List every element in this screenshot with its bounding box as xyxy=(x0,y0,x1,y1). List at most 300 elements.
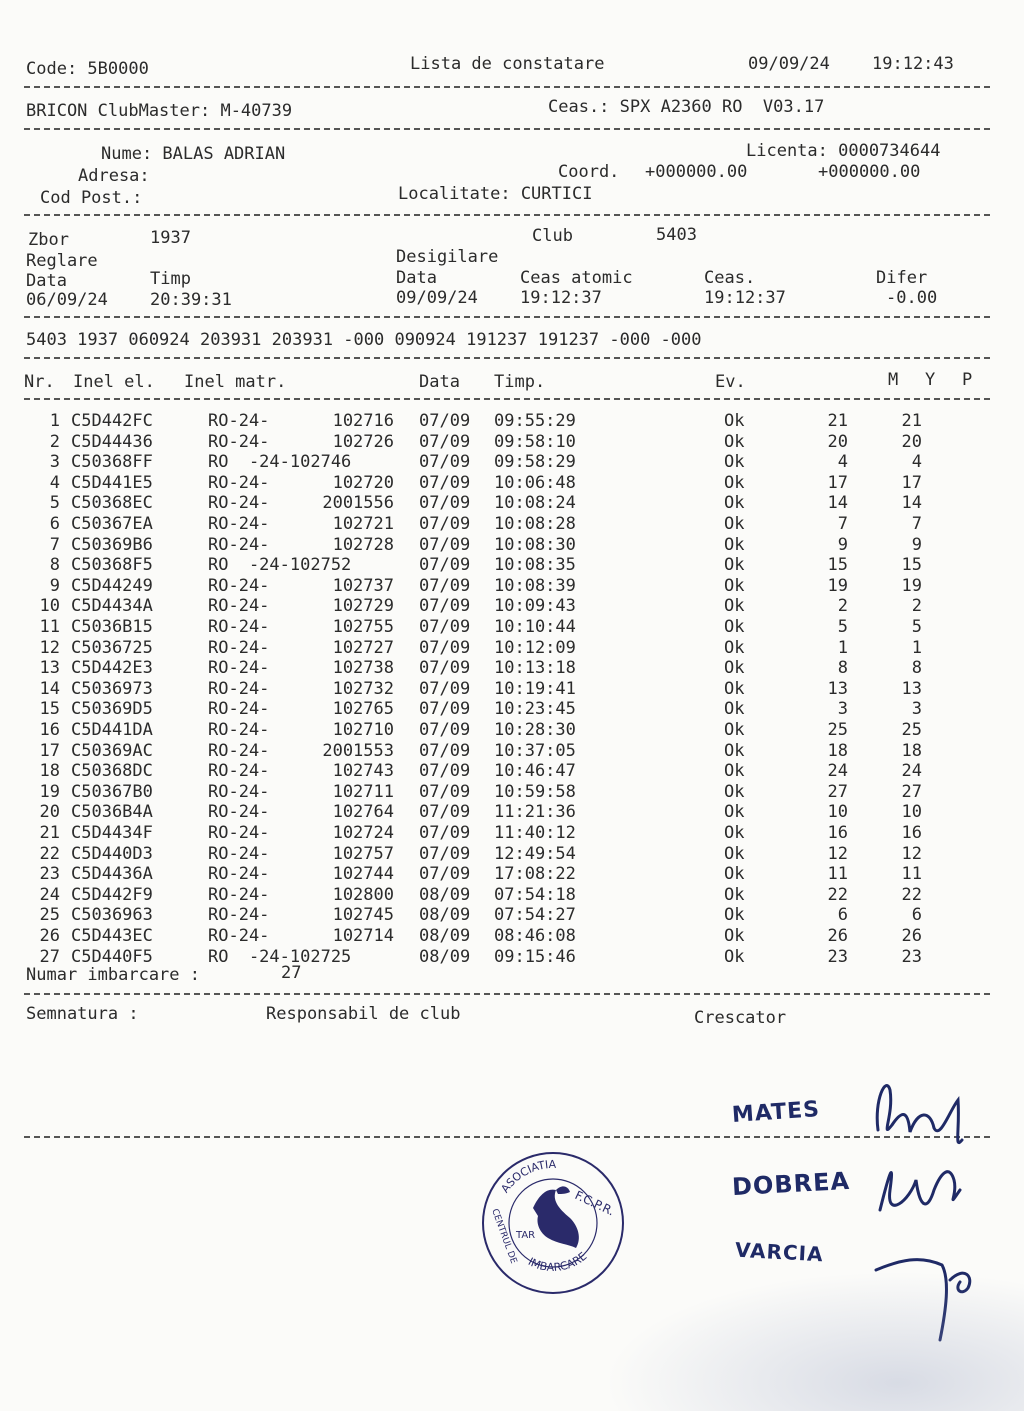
arrival-date: 07/09 xyxy=(419,679,471,699)
arrival-time: 11:40:12 xyxy=(494,823,576,843)
clock-id: Ceas.: SPX A2360 RO V03.17 xyxy=(548,97,825,117)
event-status: Ok xyxy=(724,802,745,822)
separator xyxy=(24,357,990,359)
electronic-ring: C50368DC xyxy=(71,761,153,781)
ring-number: 102755 xyxy=(332,617,394,637)
ring-prefix: RO-24- xyxy=(208,782,270,802)
arrival-time: 10:46:47 xyxy=(494,761,576,781)
ring-number: 102716 xyxy=(332,411,394,431)
table-row xyxy=(0,802,1000,822)
row-number: 26 xyxy=(39,926,60,946)
row-number: 7 xyxy=(49,535,60,555)
ring-number: 102714 xyxy=(332,926,394,946)
y-value: 1 xyxy=(911,638,922,658)
setting-date: 06/09/24 xyxy=(26,290,108,310)
arrival-date: 07/09 xyxy=(419,411,471,431)
table-row xyxy=(0,947,1000,967)
scan-shadow xyxy=(604,1271,1024,1411)
ring-prefix: RO-24- xyxy=(208,823,270,843)
table-row xyxy=(0,844,1000,864)
ring-number: 102710 xyxy=(332,720,394,740)
arrival-date: 07/09 xyxy=(419,576,471,596)
event-status: Ok xyxy=(724,720,745,740)
ring-prefix: RO-24- xyxy=(208,596,270,616)
row-number: 15 xyxy=(39,699,60,719)
arrival-time: 10:59:58 xyxy=(494,782,576,802)
setting-label: Reglare xyxy=(26,251,98,271)
clubmaster-id: BRICON ClubMaster: M-40739 xyxy=(26,101,293,121)
postal-code-label: Cod Post.: xyxy=(40,188,143,208)
col-p-header: P xyxy=(962,370,973,390)
arrival-time: 10:06:48 xyxy=(494,473,576,493)
row-number: 27 xyxy=(39,947,60,967)
ring-number: 102744 xyxy=(332,864,394,884)
row-number: 19 xyxy=(39,782,60,802)
flight-label: Zbor xyxy=(28,230,69,250)
document-title: Lista de constatare xyxy=(410,54,605,74)
table-row xyxy=(0,864,1000,884)
arrival-date: 08/09 xyxy=(419,926,471,946)
m-value: 18 xyxy=(827,741,848,761)
arrival-time: 10:37:05 xyxy=(494,741,576,761)
y-value: 17 xyxy=(901,473,922,493)
row-number: 10 xyxy=(39,596,60,616)
ring-prefix: RO-24- xyxy=(208,802,270,822)
stamp-center-text: TAR xyxy=(516,1230,536,1241)
electronic-ring: C5D443EC xyxy=(71,926,153,946)
y-value: 20 xyxy=(901,432,922,452)
stamp-bottom-text: IMBARCARE xyxy=(525,1249,590,1275)
table-row xyxy=(0,555,1000,575)
row-number: 13 xyxy=(39,658,60,678)
y-value: 10 xyxy=(901,802,922,822)
arrival-time: 10:28:30 xyxy=(494,720,576,740)
unsealing-label: Desigilare xyxy=(396,247,499,267)
ring-number: 102764 xyxy=(332,802,394,822)
y-value: 21 xyxy=(901,411,922,431)
electronic-ring: C50369D5 xyxy=(71,699,153,719)
arrival-time: 10:12:09 xyxy=(494,638,576,658)
arrival-time: 09:58:10 xyxy=(494,432,576,452)
y-value: 15 xyxy=(901,555,922,575)
y-value: 27 xyxy=(901,782,922,802)
table-row xyxy=(0,617,1000,637)
m-value: 2 xyxy=(837,596,848,616)
event-status: Ok xyxy=(724,699,745,719)
m-value: 7 xyxy=(837,514,848,534)
event-status: Ok xyxy=(724,823,745,843)
row-number: 12 xyxy=(39,638,60,658)
table-row xyxy=(0,493,1000,513)
event-status: Ok xyxy=(724,576,745,596)
arrival-time: 11:21:36 xyxy=(494,802,576,822)
m-value: 22 xyxy=(827,885,848,905)
arrival-date: 08/09 xyxy=(419,947,471,967)
electronic-ring: C50367EA xyxy=(71,514,153,534)
event-status: Ok xyxy=(724,864,745,884)
y-value: 8 xyxy=(911,658,922,678)
col-electronic-ring-header: Inel el. xyxy=(73,372,155,392)
ring-number: 102743 xyxy=(332,761,394,781)
arrival-date: 07/09 xyxy=(419,741,471,761)
m-value: 24 xyxy=(827,761,848,781)
event-status: Ok xyxy=(724,473,745,493)
table-row xyxy=(0,658,1000,678)
event-status: Ok xyxy=(724,905,745,925)
arrival-time: 10:08:30 xyxy=(494,535,576,555)
electronic-ring: C5036963 xyxy=(71,905,153,925)
y-value: 9 xyxy=(911,535,922,555)
y-value: 6 xyxy=(911,905,922,925)
m-value: 12 xyxy=(827,844,848,864)
ring-number: 102721 xyxy=(332,514,394,534)
club-label: Club xyxy=(532,226,573,246)
col-m-header: M xyxy=(888,370,899,390)
ring-number: 102737 xyxy=(332,576,394,596)
event-status: Ok xyxy=(724,411,745,431)
breeder-label: Crescator xyxy=(694,1008,787,1028)
row-number: 18 xyxy=(39,761,60,781)
electronic-ring: C50369AC xyxy=(71,741,153,761)
table-row xyxy=(0,905,1000,925)
ring-prefix: RO-24- xyxy=(208,741,270,761)
m-value: 14 xyxy=(827,493,848,513)
ring-prefix: RO-24- xyxy=(208,885,270,905)
separator xyxy=(24,993,990,995)
table-row xyxy=(0,576,1000,596)
electronic-ring: C5D4434A xyxy=(71,596,153,616)
ring-prefix: RO-24- xyxy=(208,658,270,678)
ring-prefix: RO-24- xyxy=(208,679,270,699)
table-row xyxy=(0,761,1000,781)
table-row xyxy=(0,885,1000,905)
electronic-ring: C5D4434F xyxy=(71,823,153,843)
ring-number: 102720 xyxy=(332,473,394,493)
electronic-ring: C5D440F5 xyxy=(71,947,153,967)
ring-prefix: RO -24-102746 xyxy=(208,452,352,472)
unsealing-date-header: Data xyxy=(396,268,437,288)
arrival-date: 08/09 xyxy=(419,905,471,925)
document-code: Code: 5B0000 xyxy=(26,59,149,79)
col-event-header: Ev. xyxy=(715,372,746,392)
ring-prefix: RO-24- xyxy=(208,473,270,493)
col-nr-header: Nr. xyxy=(24,372,55,392)
ring-number: 102724 xyxy=(332,823,394,843)
arrival-date: 07/09 xyxy=(419,473,471,493)
ring-number: 102711 xyxy=(332,782,394,802)
arrival-time: 12:49:54 xyxy=(494,844,576,864)
club-number: 5403 xyxy=(656,225,697,245)
y-value: 19 xyxy=(901,576,922,596)
arrival-date: 07/09 xyxy=(419,844,471,864)
arrival-date: 07/09 xyxy=(419,493,471,513)
event-status: Ok xyxy=(724,432,745,452)
electronic-ring: C5D442FC xyxy=(71,411,153,431)
table-row xyxy=(0,411,1000,431)
ring-prefix: RO-24- xyxy=(208,844,270,864)
table-row xyxy=(0,514,1000,534)
ring-number: 102729 xyxy=(332,596,394,616)
arrival-date: 07/09 xyxy=(419,555,471,575)
m-value: 23 xyxy=(827,947,848,967)
electronic-ring: C5D441DA xyxy=(71,720,153,740)
boarding-count: 27 xyxy=(281,963,302,983)
ring-prefix: RO-24- xyxy=(208,926,270,946)
y-value: 3 xyxy=(911,699,922,719)
print-date: 09/09/24 xyxy=(748,54,830,74)
y-value: 26 xyxy=(901,926,922,946)
stamp-left-text: CENTRUL DE xyxy=(489,1207,519,1266)
m-value: 6 xyxy=(837,905,848,925)
electronic-ring: C50369B6 xyxy=(71,535,153,555)
ring-prefix: RO-24- xyxy=(208,617,270,637)
signature-label: Semnatura : xyxy=(26,1004,139,1024)
arrival-time: 10:13:18 xyxy=(494,658,576,678)
print-time: 19:12:43 xyxy=(872,54,954,74)
coord-x: +000000.00 xyxy=(645,162,748,182)
arrival-date: 07/09 xyxy=(419,617,471,637)
m-value: 27 xyxy=(827,782,848,802)
col-time-header: Timp. xyxy=(494,372,546,392)
event-status: Ok xyxy=(724,947,745,967)
separator xyxy=(24,86,990,88)
m-value: 10 xyxy=(827,802,848,822)
ring-prefix: RO-24- xyxy=(208,638,270,658)
electronic-ring: C50368FF xyxy=(71,452,153,472)
arrival-time: 17:08:22 xyxy=(494,864,576,884)
arrival-time: 09:55:29 xyxy=(494,411,576,431)
electronic-ring: C5D442E3 xyxy=(71,658,153,678)
ring-number: 102726 xyxy=(332,432,394,452)
ring-number: 102727 xyxy=(332,638,394,658)
ring-prefix: RO-24- xyxy=(208,493,270,513)
y-value: 4 xyxy=(911,452,922,472)
ring-prefix: RO-24- xyxy=(208,535,270,555)
table-row xyxy=(0,782,1000,802)
m-value: 13 xyxy=(827,679,848,699)
ring-prefix: RO-24- xyxy=(208,905,270,925)
arrival-time: 09:58:29 xyxy=(494,452,576,472)
arrival-time: 10:08:35 xyxy=(494,555,576,575)
stamp-right-text: F.C.P.R. xyxy=(572,1188,617,1219)
dove-icon xyxy=(533,1186,579,1248)
ring-prefix: RO-24- xyxy=(208,576,270,596)
event-status: Ok xyxy=(724,514,745,534)
row-number: 6 xyxy=(49,514,60,534)
arrival-time: 07:54:27 xyxy=(494,905,576,925)
electronic-ring: C50368EC xyxy=(71,493,153,513)
ring-prefix: RO-24- xyxy=(208,699,270,719)
event-status: Ok xyxy=(724,844,745,864)
m-value: 19 xyxy=(827,576,848,596)
event-status: Ok xyxy=(724,658,745,678)
table-row xyxy=(0,452,1000,472)
event-status: Ok xyxy=(724,761,745,781)
locality: Localitate: CURTICI xyxy=(398,184,593,204)
m-value: 8 xyxy=(837,658,848,678)
electronic-ring: C5036B4A xyxy=(71,802,153,822)
table-row xyxy=(0,699,1000,719)
m-value: 4 xyxy=(837,452,848,472)
row-number: 14 xyxy=(39,679,60,699)
table-row xyxy=(0,823,1000,843)
event-status: Ok xyxy=(724,638,745,658)
event-status: Ok xyxy=(724,452,745,472)
m-value: 11 xyxy=(827,864,848,884)
ring-prefix: RO-24- xyxy=(208,432,270,452)
table-row xyxy=(0,638,1000,658)
difference-header: Difer xyxy=(876,268,928,288)
clock-header: Ceas. xyxy=(704,268,756,288)
row-number: 1 xyxy=(49,411,60,431)
setting-time-header: Timp xyxy=(150,269,191,289)
svg-text:IMBARCARE xyxy=(526,1250,590,1275)
y-value: 13 xyxy=(901,679,922,699)
ring-prefix: RO-24- xyxy=(208,411,270,431)
electronic-ring: C5D441E5 xyxy=(71,473,153,493)
separator xyxy=(24,128,990,130)
arrival-date: 07/09 xyxy=(419,782,471,802)
electronic-ring: C50368F5 xyxy=(71,555,153,575)
signature-name-3: VARCIA xyxy=(734,1237,825,1267)
arrival-date: 07/09 xyxy=(419,452,471,472)
coord-y: +000000.00 xyxy=(818,162,921,182)
table-row xyxy=(0,596,1000,616)
separator xyxy=(24,214,990,216)
m-value: 3 xyxy=(837,699,848,719)
electronic-ring: C5D442F9 xyxy=(71,885,153,905)
coord-label: Coord. xyxy=(558,162,620,182)
y-value: 14 xyxy=(901,493,922,513)
row-number: 3 xyxy=(49,452,60,472)
m-value: 17 xyxy=(827,473,848,493)
ring-number: 102765 xyxy=(332,699,394,719)
m-value: 5 xyxy=(837,617,848,637)
m-value: 15 xyxy=(827,555,848,575)
arrival-time: 10:09:43 xyxy=(494,596,576,616)
event-status: Ok xyxy=(724,535,745,555)
row-number: 21 xyxy=(39,823,60,843)
row-number: 24 xyxy=(39,885,60,905)
row-number: 11 xyxy=(39,617,60,637)
table-row xyxy=(0,720,1000,740)
arrival-time: 10:08:39 xyxy=(494,576,576,596)
y-value: 22 xyxy=(901,885,922,905)
difference-value: -0.00 xyxy=(886,288,938,308)
row-number: 4 xyxy=(49,473,60,493)
m-value: 16 xyxy=(827,823,848,843)
club-responsible-label: Responsabil de club xyxy=(266,1004,461,1024)
m-value: 1 xyxy=(837,638,848,658)
col-y-header: Y xyxy=(925,370,936,390)
event-status: Ok xyxy=(724,885,745,905)
arrival-date: 07/09 xyxy=(419,761,471,781)
event-status: Ok xyxy=(724,782,745,802)
y-value: 23 xyxy=(901,947,922,967)
m-value: 9 xyxy=(837,535,848,555)
arrival-time: 07:54:18 xyxy=(494,885,576,905)
arrival-date: 07/09 xyxy=(419,802,471,822)
row-number: 22 xyxy=(39,844,60,864)
arrival-time: 10:08:24 xyxy=(494,493,576,513)
row-number: 2 xyxy=(49,432,60,452)
signature-name-1: MATES xyxy=(731,1096,821,1129)
flight-number: 1937 xyxy=(150,228,191,248)
clock-time: 19:12:37 xyxy=(704,288,786,308)
ring-number: 2001553 xyxy=(322,741,394,761)
ring-prefix: RO-24- xyxy=(208,514,270,534)
table-row xyxy=(0,741,1000,761)
electronic-ring: C5D44249 xyxy=(71,576,153,596)
arrival-time: 09:15:46 xyxy=(494,947,576,967)
event-status: Ok xyxy=(724,679,745,699)
ring-prefix: RO -24-102752 xyxy=(208,555,352,575)
arrival-date: 07/09 xyxy=(419,432,471,452)
summary-code-line: 5403 1937 060924 203931 203931 -000 090924 191237 191237 -000 -000 xyxy=(26,330,702,350)
arrival-date: 07/09 xyxy=(419,699,471,719)
row-number: 17 xyxy=(39,741,60,761)
ring-number: 2001556 xyxy=(322,493,394,513)
address-label: Adresa: xyxy=(78,166,150,186)
event-status: Ok xyxy=(724,493,745,513)
arrival-time: 08:46:08 xyxy=(494,926,576,946)
ring-number: 102800 xyxy=(332,885,394,905)
arrival-date: 07/09 xyxy=(419,658,471,678)
row-number: 8 xyxy=(49,555,60,575)
y-value: 24 xyxy=(901,761,922,781)
row-number: 16 xyxy=(39,720,60,740)
m-value: 21 xyxy=(827,411,848,431)
y-value: 16 xyxy=(901,823,922,843)
m-value: 20 xyxy=(827,432,848,452)
electronic-ring: C50367B0 xyxy=(71,782,153,802)
setting-time: 20:39:31 xyxy=(150,290,232,310)
arrival-time: 10:10:44 xyxy=(494,617,576,637)
electronic-ring: C5D44436 xyxy=(71,432,153,452)
electronic-ring: C5036725 xyxy=(71,638,153,658)
y-value: 7 xyxy=(911,514,922,534)
arrival-time: 10:23:45 xyxy=(494,699,576,719)
arrival-date: 07/09 xyxy=(419,823,471,843)
m-value: 26 xyxy=(827,926,848,946)
separator xyxy=(24,316,990,318)
event-status: Ok xyxy=(724,555,745,575)
ring-prefix: RO -24-102725 xyxy=(208,947,352,967)
unsealing-date: 09/09/24 xyxy=(396,288,478,308)
arrival-date: 07/09 xyxy=(419,514,471,534)
atomic-clock-header: Ceas atomic xyxy=(520,268,633,288)
table-row xyxy=(0,432,1000,452)
col-date-header: Data xyxy=(419,372,460,392)
table-row xyxy=(0,473,1000,493)
row-number: 5 xyxy=(49,493,60,513)
event-status: Ok xyxy=(724,596,745,616)
arrival-date: 07/09 xyxy=(419,638,471,658)
ring-prefix: RO-24- xyxy=(208,720,270,740)
signature-name-2: DOBREA xyxy=(731,1166,851,1202)
arrival-time: 10:08:28 xyxy=(494,514,576,534)
separator xyxy=(24,398,990,400)
owner-name: Nume: BALAS ADRIAN xyxy=(101,144,286,164)
electronic-ring: C5036973 xyxy=(71,679,153,699)
boarding-count-label: Numar imbarcare : xyxy=(26,965,200,985)
electronic-ring: C5D4436A xyxy=(71,864,153,884)
electronic-ring: C5036B15 xyxy=(71,617,153,637)
col-ring-number-header: Inel matr. xyxy=(184,372,287,392)
y-value: 18 xyxy=(901,741,922,761)
ring-prefix: RO-24- xyxy=(208,864,270,884)
y-value: 25 xyxy=(901,720,922,740)
